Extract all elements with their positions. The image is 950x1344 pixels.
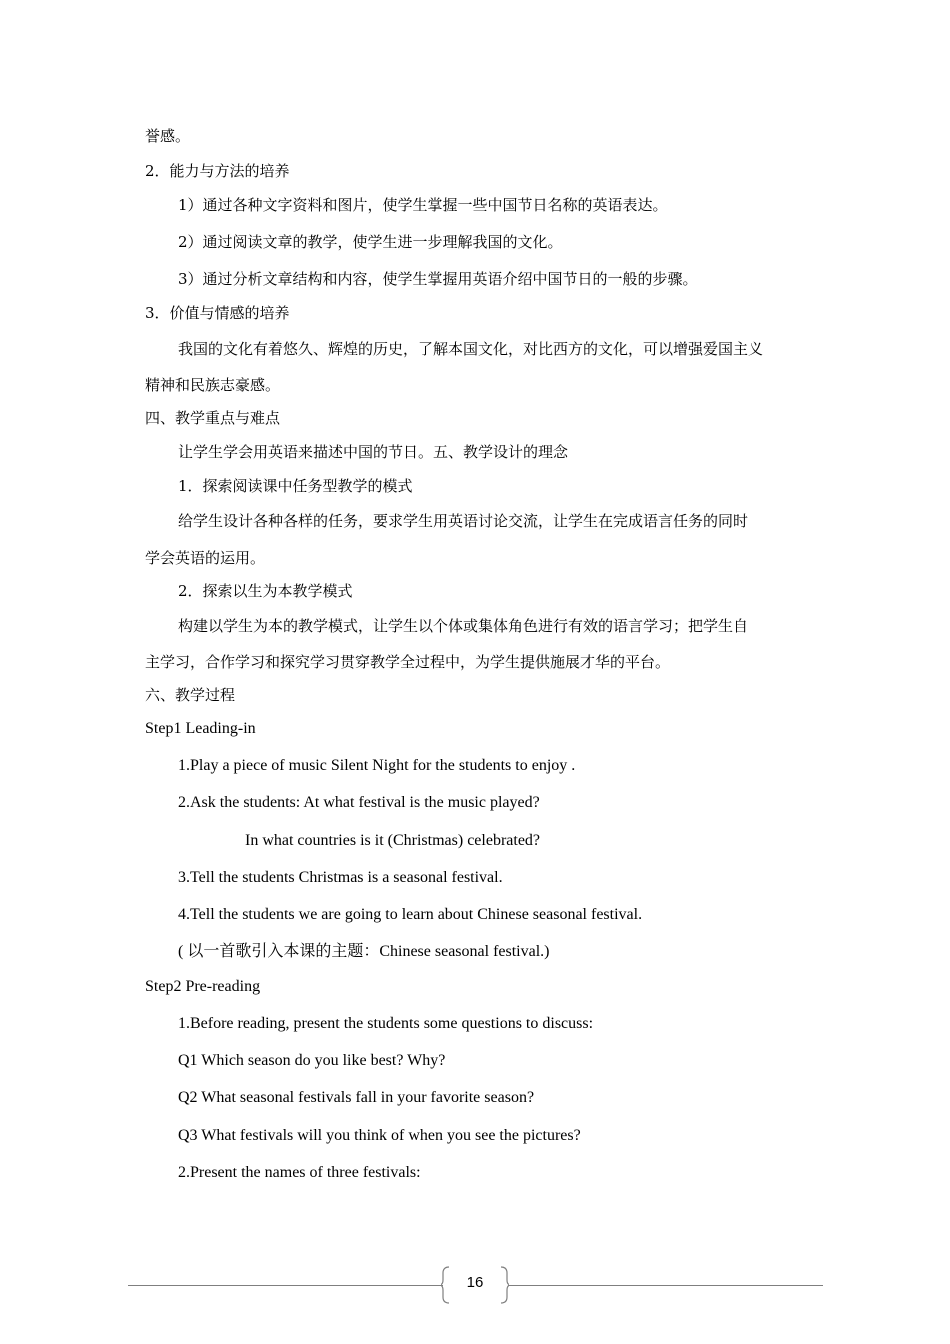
list-item: 1.Before reading, present the students some questions to discuss:	[178, 1015, 594, 1032]
paragraph-line: 给学生设计各种各样的任务，要求学生用英语讨论交流，让学生在完成语言任务的同时	[178, 512, 749, 530]
question-line: Q2 What seasonal festivals fall in your favorite season?	[178, 1089, 535, 1106]
paragraph-line: 誉感。	[145, 127, 191, 145]
footer-rule-left	[128, 1285, 443, 1286]
note-line: ( 以一首歌引入本课的主题：Chinese seasonal festival.)	[178, 943, 550, 960]
list-item: 1.Play a piece of music Silent Night for the students to enjoy .	[178, 757, 576, 774]
section-heading: 1．探索阅读课中任务型教学的模式	[178, 477, 413, 495]
footer-rule-right	[508, 1285, 823, 1286]
question-line: Q1 Which season do you like best? Why?	[178, 1052, 446, 1069]
step-heading: Step2 Pre-reading	[145, 978, 261, 995]
question-line: Q3 What festivals will you think of when you see the pictures?	[178, 1127, 581, 1144]
section-heading: 3．价值与情感的培养	[145, 304, 290, 322]
list-item: 4.Tell the students we are going to learn about Chinese seasonal festival.	[178, 906, 643, 923]
paragraph-line: 主学习，合作学习和探究学习贯穿教学全过程中，为学生提供施展才华的平台。	[145, 653, 671, 671]
paragraph-line: 精神和民族志豪感。	[145, 376, 281, 394]
list-item: 3）通过分析文章结构和内容，使学生掌握用英语介绍中国节日的一般的步骤。	[178, 270, 698, 288]
list-item: 2.Present the names of three festivals:	[178, 1164, 421, 1181]
step-heading: Step1 Leading-in	[145, 720, 256, 737]
paragraph-line: 构建以学生为本的教学模式，让学生以个体或集体角色进行有效的语言学习；把学生自	[178, 617, 749, 635]
list-item: 3.Tell the students Christmas is a seasonal festival.	[178, 869, 503, 886]
list-item: 1）通过各种文字资料和图片，使学生掌握一些中国节日名称的英语表达。	[178, 196, 668, 214]
list-item: 2.Ask the students: At what festival is the music played?	[178, 794, 540, 811]
paragraph-line: 学会英语的运用。	[145, 549, 266, 567]
list-item: 2）通过阅读文章的教学，使学生进一步理解我国的文化。	[178, 233, 563, 251]
section-heading: 2．能力与方法的培养	[145, 162, 290, 180]
paragraph-line: 让学生学会用英语来描述中国的节日。五、教学设计的理念	[178, 443, 569, 461]
list-item: In what countries is it (Christmas) celebrated?	[245, 832, 541, 849]
section-heading: 2．探索以生为本教学模式	[178, 582, 353, 600]
section-heading: 四、教学重点与难点	[145, 409, 281, 427]
section-heading: 六、教学过程	[145, 686, 236, 704]
page-number: 16	[466, 1274, 484, 1291]
paragraph-line: 我国的文化有着悠久、辉煌的历史，了解本国文化，对比西方的文化，可以增强爱国主义	[178, 340, 764, 358]
